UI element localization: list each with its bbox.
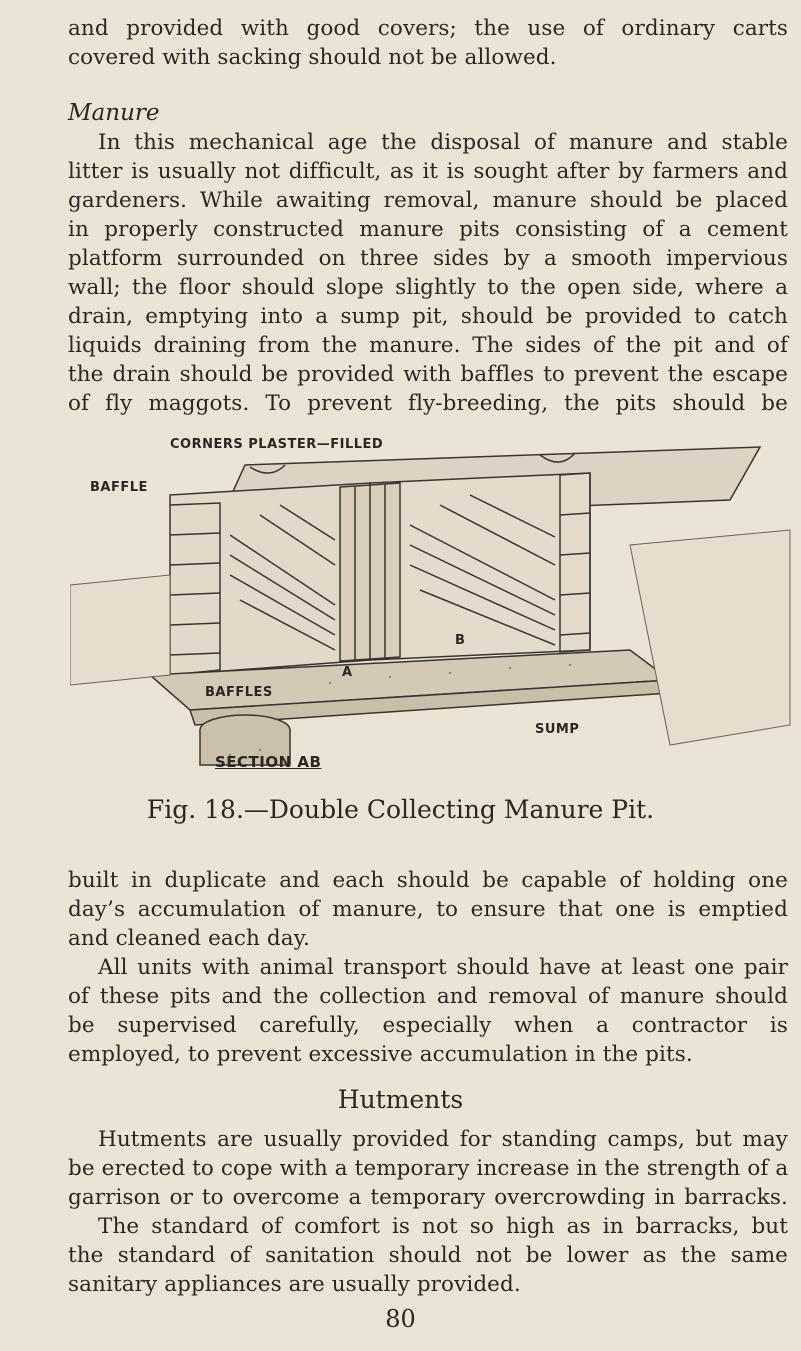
manure-pit-drawing <box>70 425 795 775</box>
text-line: day’s accumulation of manure, to ensure that one is emptied <box>68 897 788 922</box>
text-line: covered with sacking should not be allowed. <box>68 45 557 70</box>
text-line: in properly constructed manure pits consisting of a cement <box>68 217 788 242</box>
text-line: platform surrounded on three sides by a smooth impervious <box>68 246 788 271</box>
label-section: SECTION AB <box>215 753 322 771</box>
text-line: sanitary appliances are usually provided. <box>68 1272 521 1297</box>
text-line: Hutments are usually provided for standing camps, but may <box>98 1127 788 1152</box>
label-baffles: BAFFLES <box>205 685 273 700</box>
text-line: be erected to cope with a temporary increase in the strength of a <box>68 1156 789 1181</box>
text-line: garrison or to overcome a temporary overcrowding in barracks. <box>68 1185 788 1210</box>
label-corners: CORNERS PLASTER—FILLED <box>170 437 384 452</box>
label-baffle: BAFFLE <box>90 480 148 495</box>
label-a: A <box>342 665 353 680</box>
text-line: and provided with good covers; the use of ordinary carts <box>68 16 788 41</box>
text-line: of these pits and the collection and removal of manure should <box>68 984 788 1009</box>
text-line: The standard of comfort is not so high as in barracks, but <box>98 1214 788 1239</box>
text-line: and cleaned each day. <box>68 926 310 951</box>
section-heading-hutments: Hutments <box>337 1085 464 1114</box>
text-line: be supervised carefully, especially when a contractor is <box>68 1013 788 1038</box>
text-line: gardeners. While awaiting removal, manure should be placed <box>68 188 788 213</box>
label-b: B <box>455 633 466 648</box>
text-line: built in duplicate and each should be capable of holding one <box>68 868 788 893</box>
label-sump: SUMP <box>535 722 580 737</box>
figure-caption: Fig. 18.—Double Collecting Manure Pit. <box>146 795 655 824</box>
text-line: the drain should be provided with baffles to prevent the escape <box>68 362 788 387</box>
text-line: All units with animal transport should have at least one pair <box>98 955 788 980</box>
text-line: litter is usually not difficult, as it is sought after by farmers and <box>68 159 788 184</box>
text-line: wall; the floor should slope slightly to the open side, where a <box>68 275 788 300</box>
manure-pit-figure <box>70 425 795 775</box>
text-line: of fly maggots. To prevent fly-breeding, the pits should be <box>68 391 788 416</box>
text-line: employed, to prevent excessive accumulation in the pits. <box>68 1042 693 1067</box>
page-number: 80 <box>385 1305 416 1333</box>
text-line: In this mechanical age the disposal of manure and stable <box>98 130 788 155</box>
text-line: drain, emptying into a sump pit, should be provided to catch <box>68 304 788 329</box>
text-line: liquids draining from the manure. The sides of the pit and of <box>68 333 788 358</box>
text-line: the standard of sanitation should not be lower as the same <box>68 1243 788 1268</box>
section-heading-manure: Manure <box>68 100 160 126</box>
